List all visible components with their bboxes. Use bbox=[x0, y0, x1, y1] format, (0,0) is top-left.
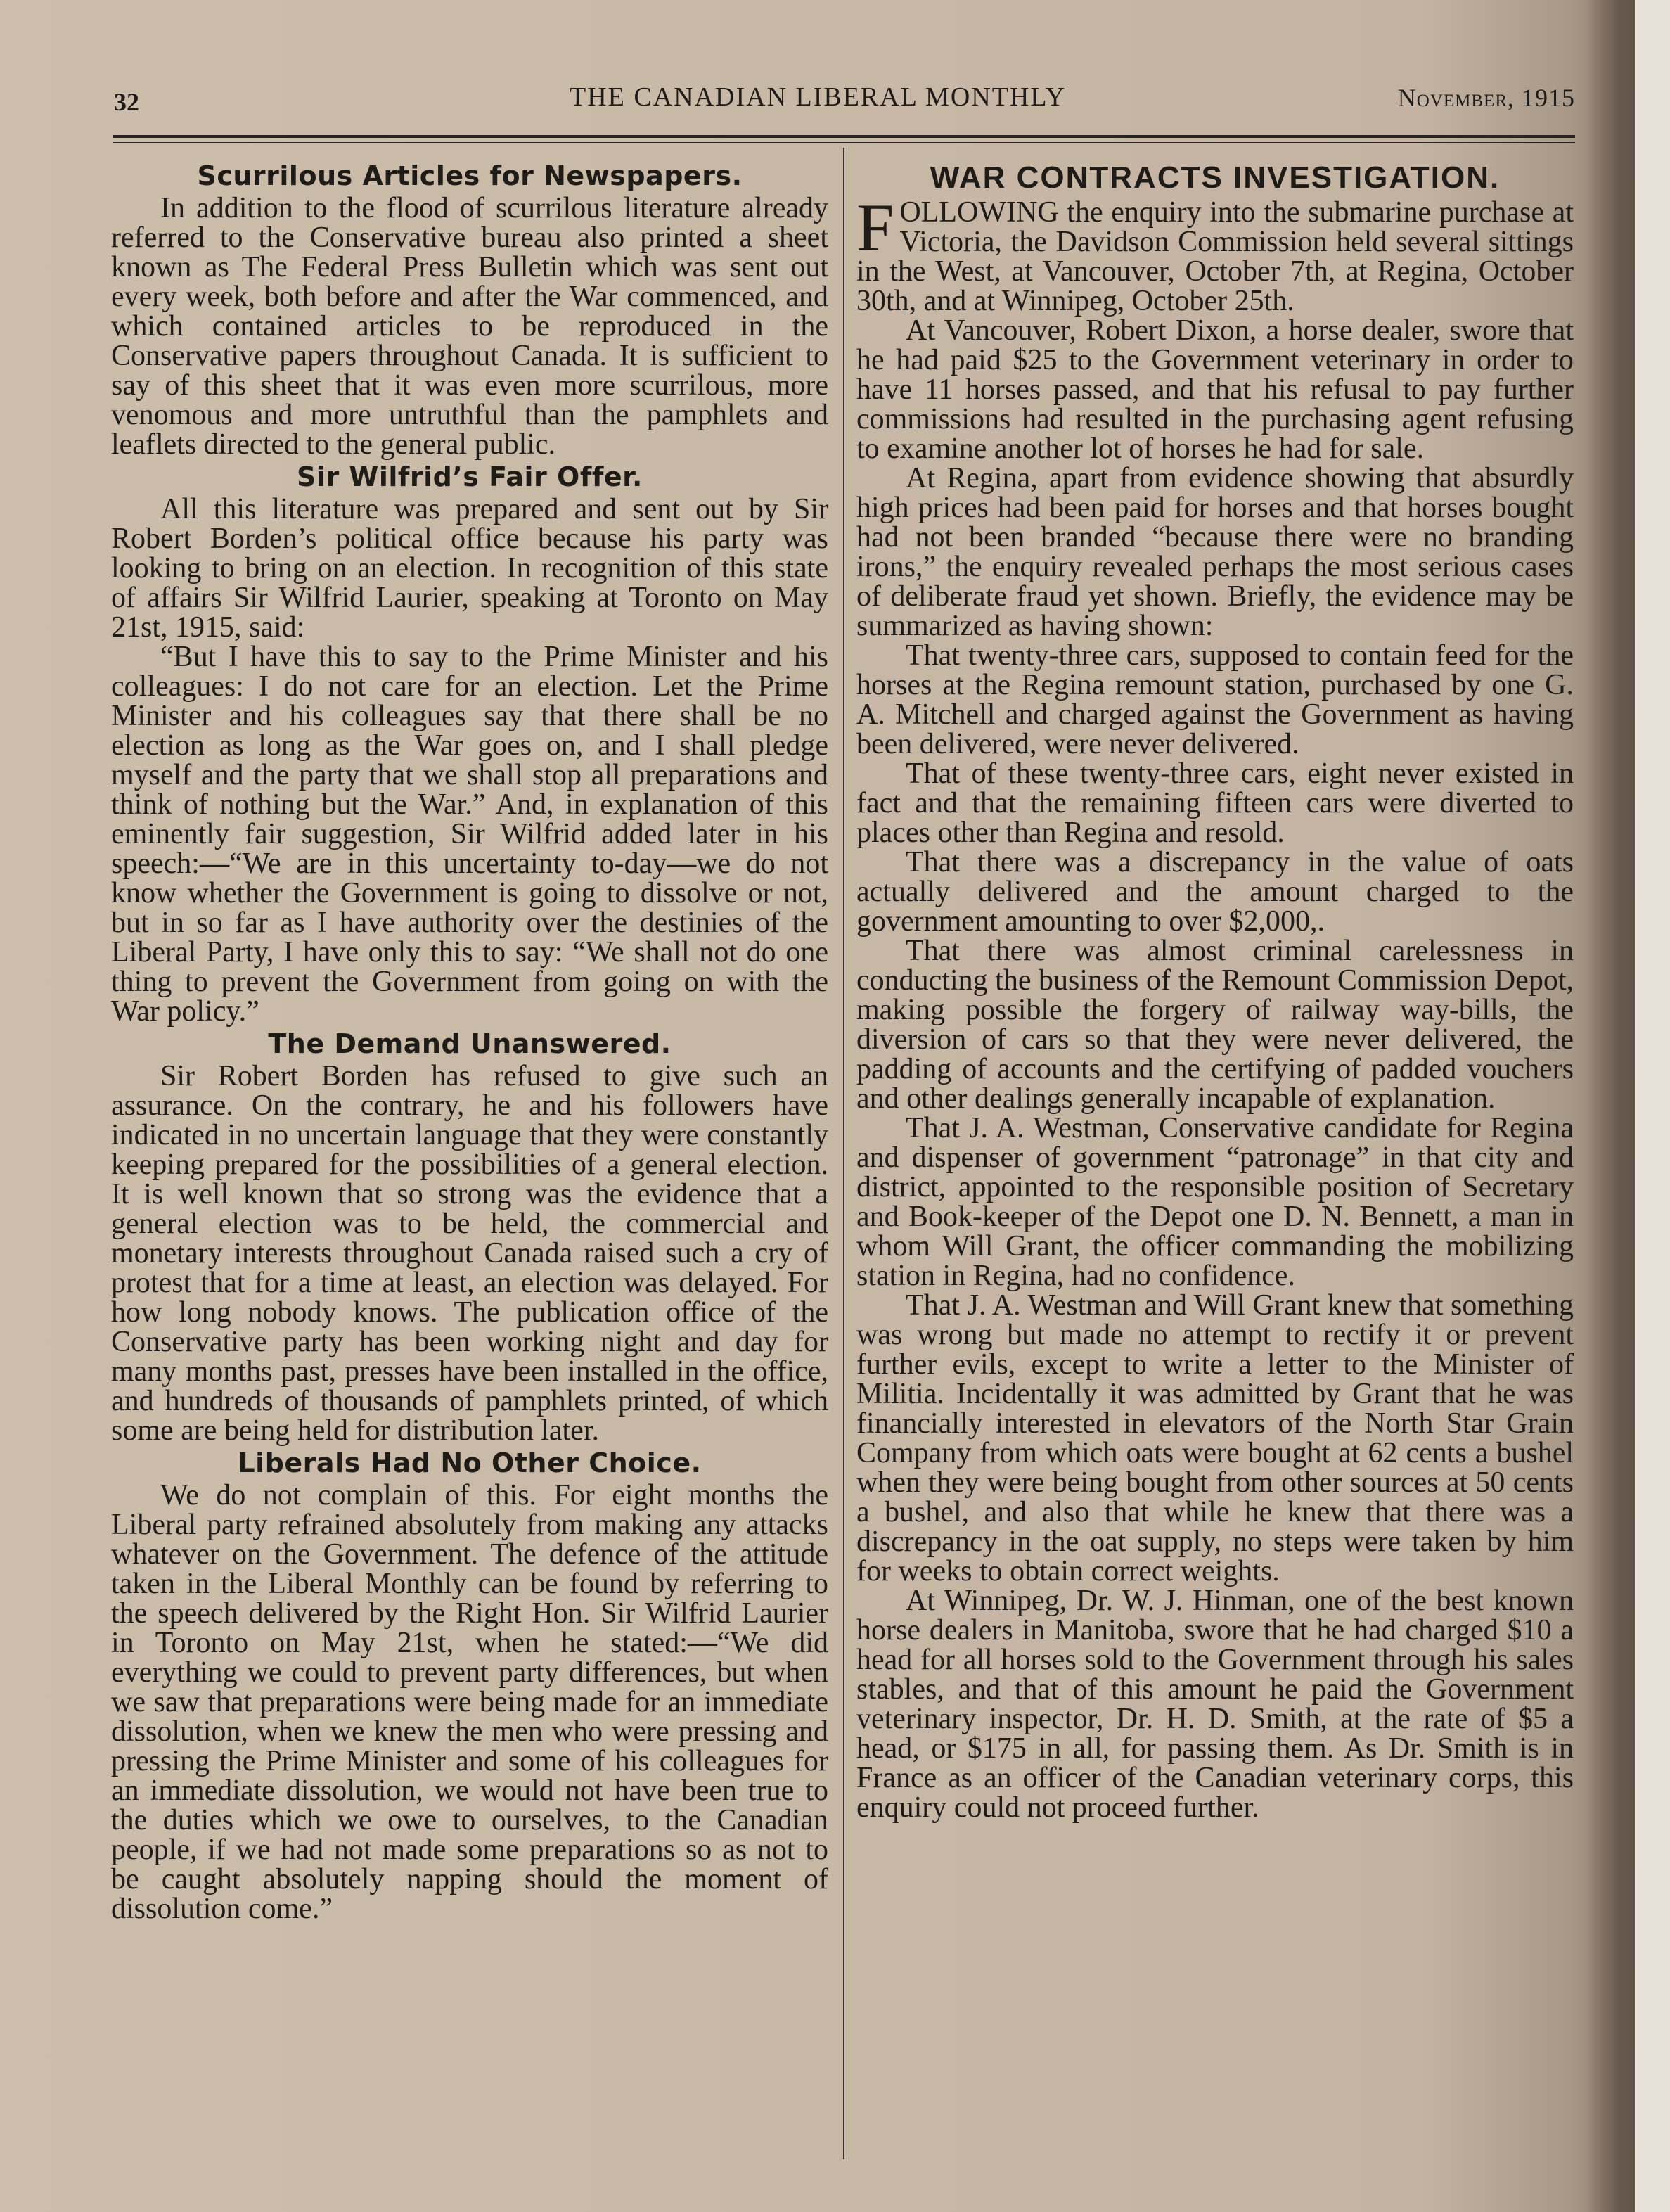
running-title: THE CANADIAN LIBERAL MONTHLY bbox=[570, 82, 1067, 112]
article-paragraph: At Winnipeg, Dr. W. J. Hinman, one of the best known horse dealers in Manitoba, swore that he had charged $10 a head for all horses sold to the Government through his sales stables, and that of this amount he paid the Government veterinary inspector, Dr. H. D. Smith, at the rate of $5 a head, or $175 in all, for passing them. As Dr. Smith is in France as an officer of the Canadian veterinary corps, this enquiry could not proceed further. bbox=[856, 1585, 1574, 1824]
page-number: 32 bbox=[114, 88, 139, 116]
article-paragraph: At Vancouver, Robert Dixon, a horse dealer, swore that he had paid $25 to the Government veterinary in order to have 11 horses passed, and that his refusal to pay further commissions had resulted in the purchasing agent refusing to examine another lot of horses he had for sale. bbox=[856, 314, 1574, 465]
article-paragraph: “But I have this to say to the Prime Minister and his colleagues: I do not care for an election. Let the Prime Minister and his colleagues say that there shall be no election as long as the War goes on, and I shall pledge myself and the party that we shall stop all preparations and think of nothing but the War.” And, in explanation of this eminently fair suggestion, Sir Wilfrid added later in his speech:—“We are in this uncertainty to-day—we do not know whether the Government is going to dissolve or not, but in so far as I have authority over the destinies of the Liberal Party, I have only this to say: “We shall not do one thing to prevent the Government from going on with the War policy.” bbox=[111, 641, 828, 1028]
left-column bbox=[111, 158, 828, 1924]
article-title: WAR CONTRACTS INVESTIGATION. bbox=[930, 160, 1501, 195]
binding-shadow bbox=[1586, 0, 1635, 2212]
section-heading: Sir Wilfrid’s Fair Offer. bbox=[297, 461, 643, 492]
adjacent-page-edge bbox=[1635, 0, 1670, 2212]
article-paragraph: That there was almost criminal carelessness in conducting the business of the Remount Commission Depot, making possible the forgery of railway way-bills, the diversion of cars so that they were never delivered, the padding of accounts and the certifying of padded vouchers and other dealings generally incapable of explanation. bbox=[856, 935, 1574, 1115]
article-paragraph: That J. A. Westman, Conservative candidate for Regina and dispenser of government “patronage” in that city and district, appointed to the responsible position of Secretary and Book-keeper of the Depot one D. N. Bennett, a man in whom Will Grant, the officer commanding the mobilizing station in Regina, had no confidence. bbox=[856, 1112, 1574, 1292]
article-paragraph: In addition to the flood of scurrilous literature already referred to the Conservative bureau also printed a sheet known as The Federal Press Bulletin which was sent out every week, both before and after the War commenced, and which contained articles to be reproduced in the Conservative papers throughout Canada. It is sufficient to say of this sheet that it was even more scurrilous, more venomous and more untruthful than the pamphlets and leaflets directed to the general public. bbox=[111, 192, 828, 461]
issue-date: November, 1915 bbox=[1397, 84, 1575, 112]
lead-text: OLLOWING the enquiry into the submarine purchase at Victoria, the Davidson Commission held several sittings in the West, at Vancouver, October 7th, at Regina, October 30th, and at Winnipeg, October 25th. bbox=[856, 196, 1574, 317]
article-paragraph: At Regina, apart from evidence showing that absurdly high prices had been paid for horses and that horses bought had not been branded “because there were no branding irons,” the enquiry revealed perhaps the most serious cases of deliberate fraud yet shown. Briefly, the evidence may be summarized as having shown: bbox=[856, 462, 1574, 642]
section-heading: Liberals Had No Other Choice. bbox=[238, 1447, 702, 1478]
article-paragraph: That twenty-three cars, supposed to contain feed for the horses at the Regina remount station, purchased by one G. A. Mitchell and charged against the Government as having been delivered, were never delivered. bbox=[856, 639, 1574, 760]
header-rule-thin bbox=[113, 142, 1575, 143]
article-paragraph: Sir Robert Borden has refused to give such an assurance. On the contrary, he and his followers have indicated in no uncertain language that they were constantly keeping prepared for the possibilities of a general election. It is well known that so strong was the evidence that a general election was to be held, the commercial and monetary interests throughout Canada raised such a cry of protest that for a time at least, an election was delayed. For how long nobody knows. The publication office of the Conservative party has been working night and day for many months past, presses have been installed in the office, and hundreds of thousands of pamphlets printed, of which some are being held for distribution later. bbox=[111, 1060, 828, 1447]
article-paragraph: That there was a discrepancy in the value of oats actually delivered and the amount charged to the government amounting to over $2,000,. bbox=[856, 846, 1574, 938]
drop-cap: F bbox=[856, 190, 894, 265]
article-paragraph: All this literature was prepared and sent out by Sir Robert Borden’s political office because his party was looking to bring on an election. In recognition of this state of affairs Sir Wilfrid Laurier, speaking at Toronto on May 21st, 1915, said: bbox=[111, 493, 828, 644]
article-paragraph-lead bbox=[856, 190, 1574, 317]
article-paragraph: That of these twenty-three cars, eight never existed in fact and that the remaining fifteen cars were diverted to places other than Regina and resold. bbox=[856, 757, 1574, 849]
header-rule bbox=[113, 135, 1575, 138]
column-divider bbox=[843, 148, 844, 2159]
article-paragraph: That J. A. Westman and Will Grant knew that something was wrong but made no attempt to rectify it or prevent further evils, except to write a letter to the Minister of Militia. Incidentally it was admitted by Grant that he was financially interested in elevators of the North Star Grain Company from which oats were bought at 62 cents a bushel when they were being bought from other sources at 50 cents a bushel, and also that while he knew that there was a discrepancy in the oat supply, no steps were taken by him for weeks to obtain correct weights. bbox=[856, 1289, 1574, 1587]
section-heading: The Demand Unanswered. bbox=[268, 1028, 672, 1059]
page-header bbox=[105, 77, 1575, 120]
article-paragraph: We do not complain of this. For eight months the Liberal party refrained absolutely from making any attacks whatever on the Government. The defence of the attitude taken in the Liberal Monthly can be found by referring to the speech delivered by the Right Hon. Sir Wilfrid Laurier in Toronto on May 21st, when he stated:—“We did everything we could to prevent party differences, but when we saw that preparations were being made for an immediate dissolution, when we knew the men who were pressing and pressing the Prime Minister and some of his colleagues for an immediate dissolution, we would not have been true to the duties which we owe to ourselves, to the Canadian people, if we had not made some preparations so as not to be caught absolutely napping should the moment of dissolution come.” bbox=[111, 1479, 828, 1925]
section-heading: Scurrilous Articles for Newspapers. bbox=[197, 160, 743, 191]
right-column bbox=[856, 158, 1574, 1822]
